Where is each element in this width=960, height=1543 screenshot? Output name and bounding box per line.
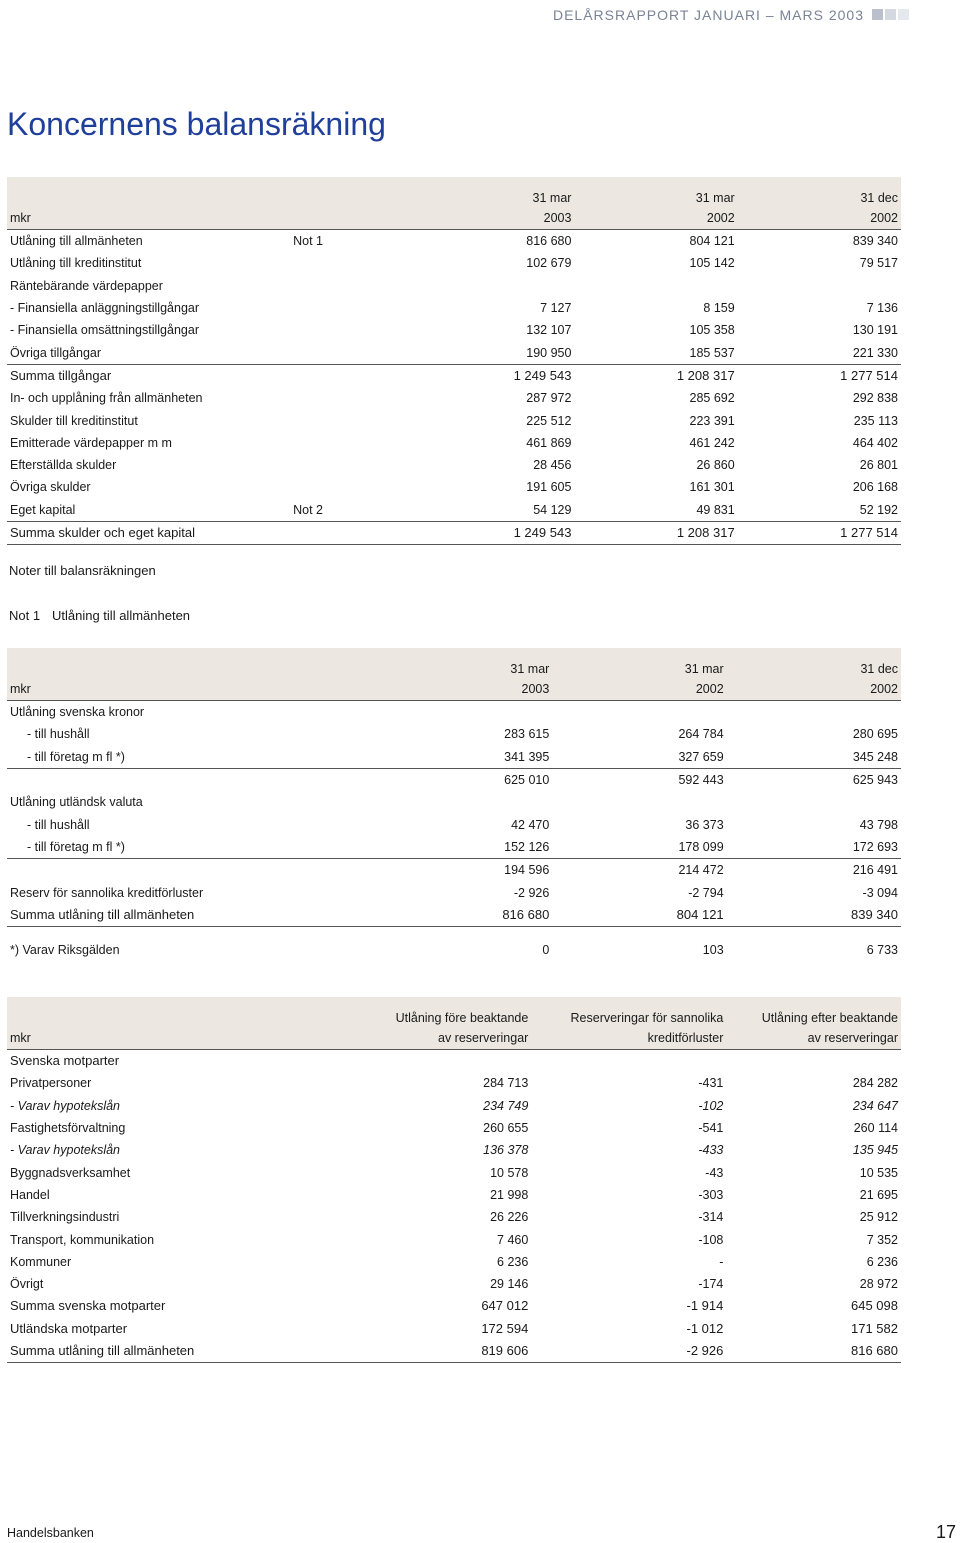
value-cell: 29 146 <box>490 1277 529 1292</box>
value-cell: 161 301 <box>689 480 735 495</box>
header-cell <box>290 177 411 207</box>
header-cell: 31 mar <box>411 177 574 207</box>
value-cell: 10 535 <box>859 1165 898 1180</box>
value-cell: 21 998 <box>490 1187 529 1202</box>
header-cell: 2003 <box>378 678 552 701</box>
note-reference <box>290 252 411 274</box>
page-number: 17 <box>935 1522 956 1542</box>
note-reference <box>290 297 411 319</box>
header-cell: 31 mar <box>574 177 737 207</box>
spacer-row <box>7 926 901 939</box>
footnote-value: 6 733 <box>866 943 898 958</box>
row-label: - till företag m fl *) <box>7 836 378 859</box>
note-title: Utlåning till allmänheten <box>52 608 191 623</box>
value-cell: 804 121 <box>689 234 735 249</box>
value-cell: 152 126 <box>378 836 552 859</box>
header-cell: 2002 <box>552 678 726 701</box>
value-cell <box>411 275 574 297</box>
value-cell: 221 330 <box>738 341 901 364</box>
balance-sheet-table <box>7 177 901 545</box>
value-cell: 6 236 <box>497 1254 529 1269</box>
balance-sheet-body <box>7 230 901 545</box>
note-reference <box>290 364 411 387</box>
value-cell: -43 <box>705 1165 724 1180</box>
header-cell: av reserveringar <box>726 1027 901 1050</box>
value-cell: 283 615 <box>504 727 550 742</box>
value-cell: 26 801 <box>859 458 898 473</box>
table-header-row <box>7 207 901 230</box>
value-cell <box>361 1050 531 1073</box>
table-row <box>7 454 901 476</box>
row-label: Reserv för sannolika kreditförluster <box>10 885 204 900</box>
report-header-title: DELÅRSRAPPORT JANUARI – MARS 2003 <box>552 7 864 23</box>
value-cell: -2 926 <box>531 1340 726 1363</box>
header-cell <box>7 648 378 678</box>
table-row <box>7 881 901 903</box>
value-cell: 21 695 <box>859 1187 898 1202</box>
value-cell: 7 352 <box>866 1232 898 1247</box>
row-label: - Finansiella anläggningstillgångar <box>10 301 200 316</box>
value-cell: 102 679 <box>526 256 572 271</box>
value-cell <box>726 1050 901 1073</box>
row-label: Tillverkningsindustri <box>10 1210 120 1225</box>
value-cell: 816 680 <box>526 234 572 249</box>
row-label: - Varav hypotekslån <box>10 1098 121 1113</box>
value-cell: 839 340 <box>852 234 898 249</box>
row-label <box>7 859 378 882</box>
table-row <box>7 791 901 813</box>
note-reference: Not 2 <box>290 499 411 522</box>
value-cell: -1 914 <box>686 1298 724 1314</box>
table-row <box>7 1072 901 1094</box>
value-cell: 52 192 <box>738 499 901 522</box>
row-label: Emitterade värdepapper m m <box>10 435 172 450</box>
table-row <box>7 746 901 769</box>
value-cell: 105 142 <box>689 256 735 271</box>
header-cell: Utlåning efter beaktande <box>726 997 901 1027</box>
note-reference <box>290 275 411 297</box>
value-cell: 132 107 <box>526 323 572 338</box>
row-label: - till hushåll <box>27 817 90 832</box>
table-row <box>7 859 901 882</box>
value-cell: 287 972 <box>526 391 572 406</box>
value-cell: 178 099 <box>552 836 726 859</box>
header-cell: 31 dec <box>738 177 901 207</box>
table-row <box>7 432 901 454</box>
value-cell: 54 129 <box>411 499 574 522</box>
note-reference <box>290 476 411 498</box>
value-cell: 172 693 <box>727 836 901 859</box>
table-row <box>7 1095 901 1117</box>
row-label: Kommuner <box>10 1254 72 1269</box>
table-header-row <box>7 678 901 701</box>
footnote-value: 0 <box>542 943 550 958</box>
value-cell: -1 012 <box>686 1320 724 1336</box>
table-row <box>7 701 901 724</box>
value-cell: -3 094 <box>862 885 898 900</box>
value-cell: 461 869 <box>526 435 572 450</box>
value-cell: -102 <box>698 1098 724 1113</box>
value-cell: 592 443 <box>678 773 724 788</box>
header-square-decoration <box>872 9 883 20</box>
notes-heading: Noter till balansräkningen <box>9 563 156 578</box>
row-label: - till företag m fl *) <box>7 746 378 769</box>
table-header-row <box>7 997 901 1027</box>
table-header-row <box>7 648 901 678</box>
table-row <box>7 1228 901 1250</box>
value-cell: 136 378 <box>483 1143 529 1158</box>
table-row <box>7 1318 901 1340</box>
company-name: Handelsbanken <box>7 1526 94 1540</box>
value-cell: 7 127 <box>540 301 572 316</box>
header-cell: Reserveringar för sannolika <box>531 997 726 1027</box>
note-reference <box>290 521 411 544</box>
value-cell: 1 249 543 <box>411 521 574 544</box>
counterparty-body <box>7 1050 901 1363</box>
table-row <box>7 319 901 341</box>
footnote-label: *) Varav Riksgälden <box>10 943 120 958</box>
table-row <box>7 364 901 387</box>
value-cell: -314 <box>698 1210 724 1225</box>
value-cell: 280 695 <box>852 727 898 742</box>
value-cell: 1 208 317 <box>676 367 735 383</box>
value-cell: 216 491 <box>852 863 898 878</box>
value-cell: 28 456 <box>533 458 572 473</box>
value-cell: 25 912 <box>859 1210 898 1225</box>
header-square-decoration <box>898 9 909 20</box>
footnote-value: 103 <box>702 943 724 958</box>
table-row <box>7 476 901 498</box>
row-label: Summa skulder och eget kapital <box>7 521 290 544</box>
row-label: Utlåning utländsk valuta <box>10 795 143 810</box>
header-cell: av reserveringar <box>361 1027 531 1050</box>
value-cell: 6 236 <box>866 1254 898 1269</box>
value-cell: 461 242 <box>689 435 735 450</box>
row-label: Summa utlåning till allmänheten <box>7 904 378 927</box>
value-cell: 464 402 <box>852 435 898 450</box>
header-cell <box>290 207 411 230</box>
table-header-row <box>7 1027 901 1050</box>
value-cell: 7 460 <box>497 1232 529 1247</box>
value-cell: 190 950 <box>411 341 574 364</box>
value-cell: 42 470 <box>511 817 550 832</box>
row-label: Utlåning svenska kronor <box>10 705 145 720</box>
row-label: Övriga skulder <box>10 480 91 495</box>
value-cell: -2 926 <box>513 885 550 900</box>
value-cell: 292 838 <box>852 391 898 406</box>
value-cell: 1 277 514 <box>738 521 901 544</box>
row-label: Handel <box>10 1187 50 1202</box>
header-cell: 31 dec <box>727 648 901 678</box>
value-cell: 625 943 <box>852 773 898 788</box>
value-cell: 625 010 <box>504 773 550 788</box>
value-cell: 225 512 <box>526 413 572 428</box>
row-label: Svenska motparter <box>10 1053 120 1069</box>
table-row <box>7 499 901 522</box>
row-label: Summa svenska motparter <box>10 1298 166 1314</box>
value-cell: 26 226 <box>490 1210 529 1225</box>
table-row <box>7 1184 901 1206</box>
note-reference <box>290 319 411 341</box>
value-cell: 1 208 317 <box>574 521 737 544</box>
table-row <box>7 1050 901 1073</box>
table-row <box>7 836 901 859</box>
value-cell <box>378 791 552 813</box>
row-label: Utlåning till allmänheten <box>10 234 143 249</box>
value-cell: 79 517 <box>859 256 898 271</box>
row-label: Skulder till kreditinstitut <box>10 413 138 428</box>
note-reference <box>290 387 411 409</box>
row-label: Efterställda skulder <box>10 458 117 473</box>
value-cell: 28 972 <box>859 1277 898 1292</box>
table-row <box>7 768 901 791</box>
value-cell: 8 159 <box>703 301 735 316</box>
value-cell: 816 680 <box>726 1340 901 1363</box>
value-cell: 191 605 <box>526 480 572 495</box>
header-cell: 2002 <box>574 207 737 230</box>
table-row <box>7 813 901 835</box>
value-cell: -2 794 <box>688 885 724 900</box>
row-label: Eget kapital <box>7 499 290 522</box>
note-reference <box>290 409 411 431</box>
value-cell: -174 <box>698 1277 724 1292</box>
value-cell: 223 391 <box>689 413 735 428</box>
value-cell: 7 136 <box>866 301 898 316</box>
row-label: Fastighetsförvaltning <box>10 1121 126 1136</box>
value-cell: 804 121 <box>552 904 726 927</box>
counterparty-table <box>7 997 901 1363</box>
row-label <box>7 768 378 791</box>
table-row <box>7 1295 901 1317</box>
table-row <box>7 1273 901 1295</box>
unit-label: mkr <box>7 678 378 701</box>
value-cell: 341 395 <box>378 746 552 769</box>
header-cell <box>7 997 361 1027</box>
value-cell: -541 <box>698 1121 724 1136</box>
note-1-heading <box>9 608 190 623</box>
value-cell: 130 191 <box>852 323 898 338</box>
value-cell <box>531 1050 726 1073</box>
value-cell <box>738 275 901 297</box>
table-row <box>7 1139 901 1161</box>
loans-table <box>7 648 901 961</box>
note-reference <box>290 454 411 476</box>
value-cell: 105 358 <box>689 323 735 338</box>
note-reference <box>290 341 411 364</box>
header-cell: 31 mar <box>552 648 726 678</box>
header-cell: 31 mar <box>378 648 552 678</box>
row-label: In- och upplåning från allmänheten <box>10 391 203 406</box>
value-cell: 135 945 <box>852 1143 898 1158</box>
row-label: Transport, kommunikation <box>10 1232 155 1247</box>
value-cell: -431 <box>698 1076 724 1091</box>
table-row <box>7 904 901 927</box>
value-cell: 234 647 <box>852 1098 898 1113</box>
header-cell: 2002 <box>727 678 901 701</box>
unit-label: mkr <box>7 1027 361 1050</box>
value-cell: 260 655 <box>483 1121 529 1136</box>
row-label: Utländska motparter <box>10 1320 128 1336</box>
table-row <box>7 341 901 364</box>
loans-body <box>7 701 901 927</box>
row-label: Utlåning till kreditinstitut <box>10 256 142 271</box>
value-cell: 645 098 <box>851 1298 898 1314</box>
footnote-row <box>7 939 901 961</box>
value-cell: 1 249 543 <box>513 367 572 383</box>
row-label: - Finansiella omsättningstillgångar <box>10 323 199 338</box>
row-label: Räntebärande värdepapper <box>10 278 163 293</box>
row-label: Privatpersoner <box>10 1076 92 1091</box>
value-cell <box>574 275 737 297</box>
value-cell: -433 <box>698 1143 724 1158</box>
page-title: Koncernens balansräkning <box>7 106 386 142</box>
value-cell: 816 680 <box>378 904 552 927</box>
table-row <box>7 275 901 297</box>
value-cell: 43 798 <box>859 817 898 832</box>
value-cell: 647 012 <box>481 1298 529 1314</box>
value-cell: 171 582 <box>851 1320 898 1336</box>
value-cell <box>552 791 726 813</box>
value-cell: 172 594 <box>481 1320 529 1336</box>
table-row <box>7 1340 901 1363</box>
value-cell <box>727 701 901 724</box>
value-cell: -108 <box>698 1232 724 1247</box>
value-cell: 264 784 <box>678 727 724 742</box>
row-label: Övriga tillgångar <box>7 341 290 364</box>
table-row <box>7 1251 901 1273</box>
value-cell: 235 113 <box>853 413 898 428</box>
header-cell: kreditförluster <box>531 1027 726 1050</box>
value-cell: 345 248 <box>727 746 901 769</box>
header-cell: 2002 <box>738 207 901 230</box>
row-label: Övrigt <box>10 1277 44 1292</box>
value-cell: 327 659 <box>552 746 726 769</box>
header-cell: 2003 <box>411 207 574 230</box>
row-label: Byggnadsverksamhet <box>10 1165 131 1180</box>
header-cell: Utlåning före beaktande <box>361 997 531 1027</box>
value-cell: 1 277 514 <box>840 367 898 383</box>
table-row <box>7 1206 901 1228</box>
value-cell: 214 472 <box>678 863 724 878</box>
value-cell: -303 <box>698 1187 724 1202</box>
value-cell: 284 713 <box>483 1076 529 1091</box>
row-label: - Varav hypotekslån <box>10 1143 121 1158</box>
table-header-row <box>7 177 901 207</box>
table-row <box>7 521 901 544</box>
value-cell: 26 860 <box>696 458 735 473</box>
value-cell: 260 114 <box>853 1121 898 1136</box>
unit-label: mkr <box>7 207 290 230</box>
row-label: Summa tillgångar <box>10 367 112 383</box>
value-cell: 234 749 <box>483 1098 529 1113</box>
table-row <box>7 409 901 431</box>
value-cell: 285 692 <box>689 391 735 406</box>
note-reference <box>290 432 411 454</box>
value-cell: 839 340 <box>727 904 901 927</box>
row-label: - till hushåll <box>27 727 90 742</box>
value-cell <box>727 791 901 813</box>
value-cell: 206 168 <box>852 480 898 495</box>
value-cell <box>552 701 726 724</box>
value-cell: - <box>719 1254 724 1269</box>
table-row <box>7 252 901 274</box>
table-row <box>7 297 901 319</box>
note-number: Not 1 <box>9 608 41 623</box>
table-row <box>7 1161 901 1183</box>
value-cell <box>378 701 552 724</box>
value-cell: 185 537 <box>574 341 737 364</box>
table-row <box>7 1117 901 1139</box>
value-cell: 10 578 <box>490 1165 529 1180</box>
value-cell: 36 373 <box>685 817 724 832</box>
value-cell: 49 831 <box>574 499 737 522</box>
table-row <box>7 387 901 409</box>
table-row <box>7 230 901 253</box>
row-label: Summa utlåning till allmänheten <box>7 1340 361 1363</box>
header-cell <box>7 177 290 207</box>
note-reference: Not 1 <box>293 234 323 249</box>
value-cell: 819 606 <box>361 1340 531 1363</box>
value-cell: 194 596 <box>504 863 550 878</box>
value-cell: 284 282 <box>852 1076 898 1091</box>
header-square-decoration <box>885 9 896 20</box>
table-row <box>7 723 901 745</box>
